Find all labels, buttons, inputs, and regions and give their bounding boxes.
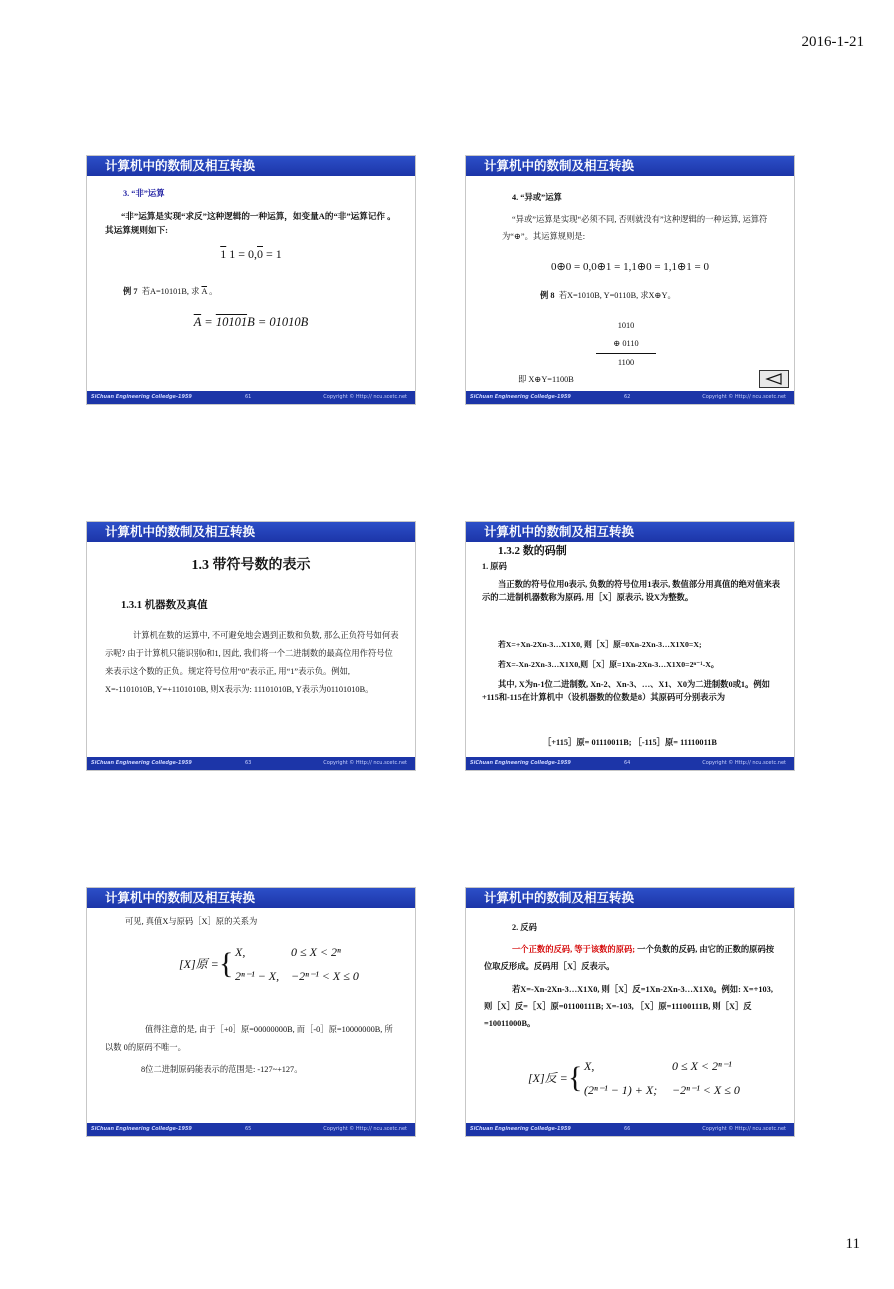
rule-equation: 0⊕0 = 0,0⊕1 = 1,1⊕0 = 1,1⊕1 = 0 — [551, 261, 709, 273]
result-line: ［+115］原= 01110011B; ［-115］原= 11110011B — [543, 738, 717, 747]
slide-footer: SiChuan Engineering Colledge-1959 63 Copyright © Http:// ncu.scetc.net — [87, 757, 415, 770]
slide-heading: 3. “非”运算 — [123, 189, 165, 198]
slide-title: 计算机中的数制及相互转换 — [466, 888, 794, 908]
slide-61 — [86, 155, 416, 405]
result-equation: $\overline{A} = 10101B = 01010B$ — [193, 315, 309, 329]
slide-62 — [465, 155, 795, 405]
slide-63 — [86, 521, 416, 771]
formula-line: 若X=+Xn-2Xn-3…X1X0, 则［X］原=0Xn-2Xn-3…X1X0=X; — [498, 640, 702, 649]
triangle-left-icon — [760, 371, 788, 387]
example-line: 例 8 若X=1010B, Y=0110B, 求X⊕Y。 — [540, 291, 676, 300]
slide-paragraph: “非”运算是实现“求反”这种逻辑的一种运算，如变量A的“非”运算记作 。其运算规则如下: — [105, 211, 396, 235]
slide-footer: SiChuan Engineering Colledge-1959 64 Copyright © Http:// ncu.scetc.net — [466, 757, 794, 770]
slide-footer: SiChuan Engineering Colledge-1959 65 Copyright © Http:// ncu.scetc.net — [87, 1123, 415, 1136]
slide-paragraph: 计算机在数的运算中, 不可避免地会遇到正数和负数, 那么正负符号如何表示呢? 由于计算机只能识别0和1, 因此, 我们将一个二进制数的最高位用作符号位来表示这个数的正负。规定符号位用“0”表示正, 用“1”表示负。例如, X=-1101010B, Y=+1101010B, 则X表示为: 11101010B, Y表示为01101010B。 — [105, 631, 399, 694]
slide-title: 计算机中的数制及相互转换 — [87, 522, 415, 542]
slide-title: 计算机中的数制及相互转换 — [87, 156, 415, 176]
slide-heading: 1.3.2 数的码制 — [498, 545, 567, 557]
example-line: 例 7 若A=10101B, 求 $\overline{A}$ 。 — [123, 287, 218, 296]
slide-intro: 可见, 真值X与原码［X］原的关系为 — [125, 917, 258, 926]
back-button[interactable] — [759, 370, 789, 388]
slide-paragraph: 值得注意的是, 由于［+0］原=00000000B, 而［-0］原=10000000B, 所以数 0的原码不唯一。 — [105, 1025, 393, 1052]
slide-footer: SiChuan Engineering Colledge-1959 62 Copyright © Http:// ncu.scetc.net — [466, 391, 794, 404]
slide-heading: 4. “异或”运算 — [512, 193, 562, 202]
slide-title: 计算机中的数制及相互转换 — [466, 156, 794, 176]
slide-paragraph: 其中, X为n-1位二进制数, Xn-2、Xn-3、…、X1、X0为二进制数0或1。例如+115和-115在计算机中（设机器数的位数是8）其原码可分别表示为 — [482, 680, 770, 702]
slide-65 — [86, 887, 416, 1137]
slide-paragraph: 若X=-Xn-2Xn-3…X1X0, 则［X］反=1Xn-2Xn-3…X1X0。例如: X=+103, 则［X］反=［X］原=01100111B; X=-103, ［X］原=11100111B, 则［X］反=10011000B。 — [484, 985, 773, 1028]
slide-subheading: 1.3.1 机器数及真值 — [121, 600, 208, 611]
slide-paragraph: 8位二进制原码能表示的范围是: -127~+127。 — [141, 1065, 303, 1074]
slide-paragraph: 一个正数的反码, 等于该数的原码; 一个负数的反码, 由它的正数的原码按位取反形成。反码用［X］反表示。 — [484, 945, 775, 971]
slide-subheading: 1. 原码 — [482, 562, 507, 571]
slide-paragraph: “异或”运算是实现“必须不同, 否则就没有”这种逻辑的一种运算, 运算符为“⊕”。其运算规则是: — [502, 215, 768, 241]
slide-heading: 2. 反码 — [512, 923, 537, 932]
slide-heading: 1.3 带符号数的表示 — [191, 558, 311, 573]
xor-calculation: 1010 ⊕ 0110 1100 — [596, 317, 656, 372]
slide-footer: SiChuan Engineering Colledge-1959 61 Copyright © Http:// ncu.scetc.net — [87, 391, 415, 404]
rule-equation: 1 1 = 0,0 = 1 — [220, 247, 282, 261]
piecewise-formula: [X]反 = { X, 0 ≤ X < 2ⁿ⁻¹ (2ⁿ⁻¹ − 1) + X; −2ⁿ⁻¹ < X ≤ 0 — [528, 1059, 740, 1097]
conclusion: 即 X⊕Y=1100B — [518, 375, 574, 384]
slide-title: 计算机中的数制及相互转换 — [87, 888, 415, 908]
slide-footer: SiChuan Engineering Colledge-1959 66 Copyright © Http:// ncu.scetc.net — [466, 1123, 794, 1136]
page-date: 2016-1-21 — [801, 34, 864, 50]
formula-line: 若X=-Xn-2Xn-3…X1X0,则［X］原=1Xn-2Xn-3…X1X0=2ⁿ⁻¹-X。 — [498, 660, 719, 669]
page-number: 11 — [845, 1236, 860, 1252]
slide-64 — [465, 521, 795, 771]
slide-66 — [465, 887, 795, 1137]
piecewise-formula: [X]原 = { X, 0 ≤ X < 2ⁿ 2ⁿ⁻¹ − X, −2ⁿ⁻¹ < X ≤ 0 — [179, 945, 359, 983]
slide-paragraph: 当正数的符号位用0表示, 负数的符号位用1表示, 数值部分用真值的绝对值来表示的二进制机器数称为原码, 用［X］原表示, 设X为整数。 — [482, 580, 781, 602]
slide-title: 计算机中的数制及相互转换 — [466, 522, 794, 542]
